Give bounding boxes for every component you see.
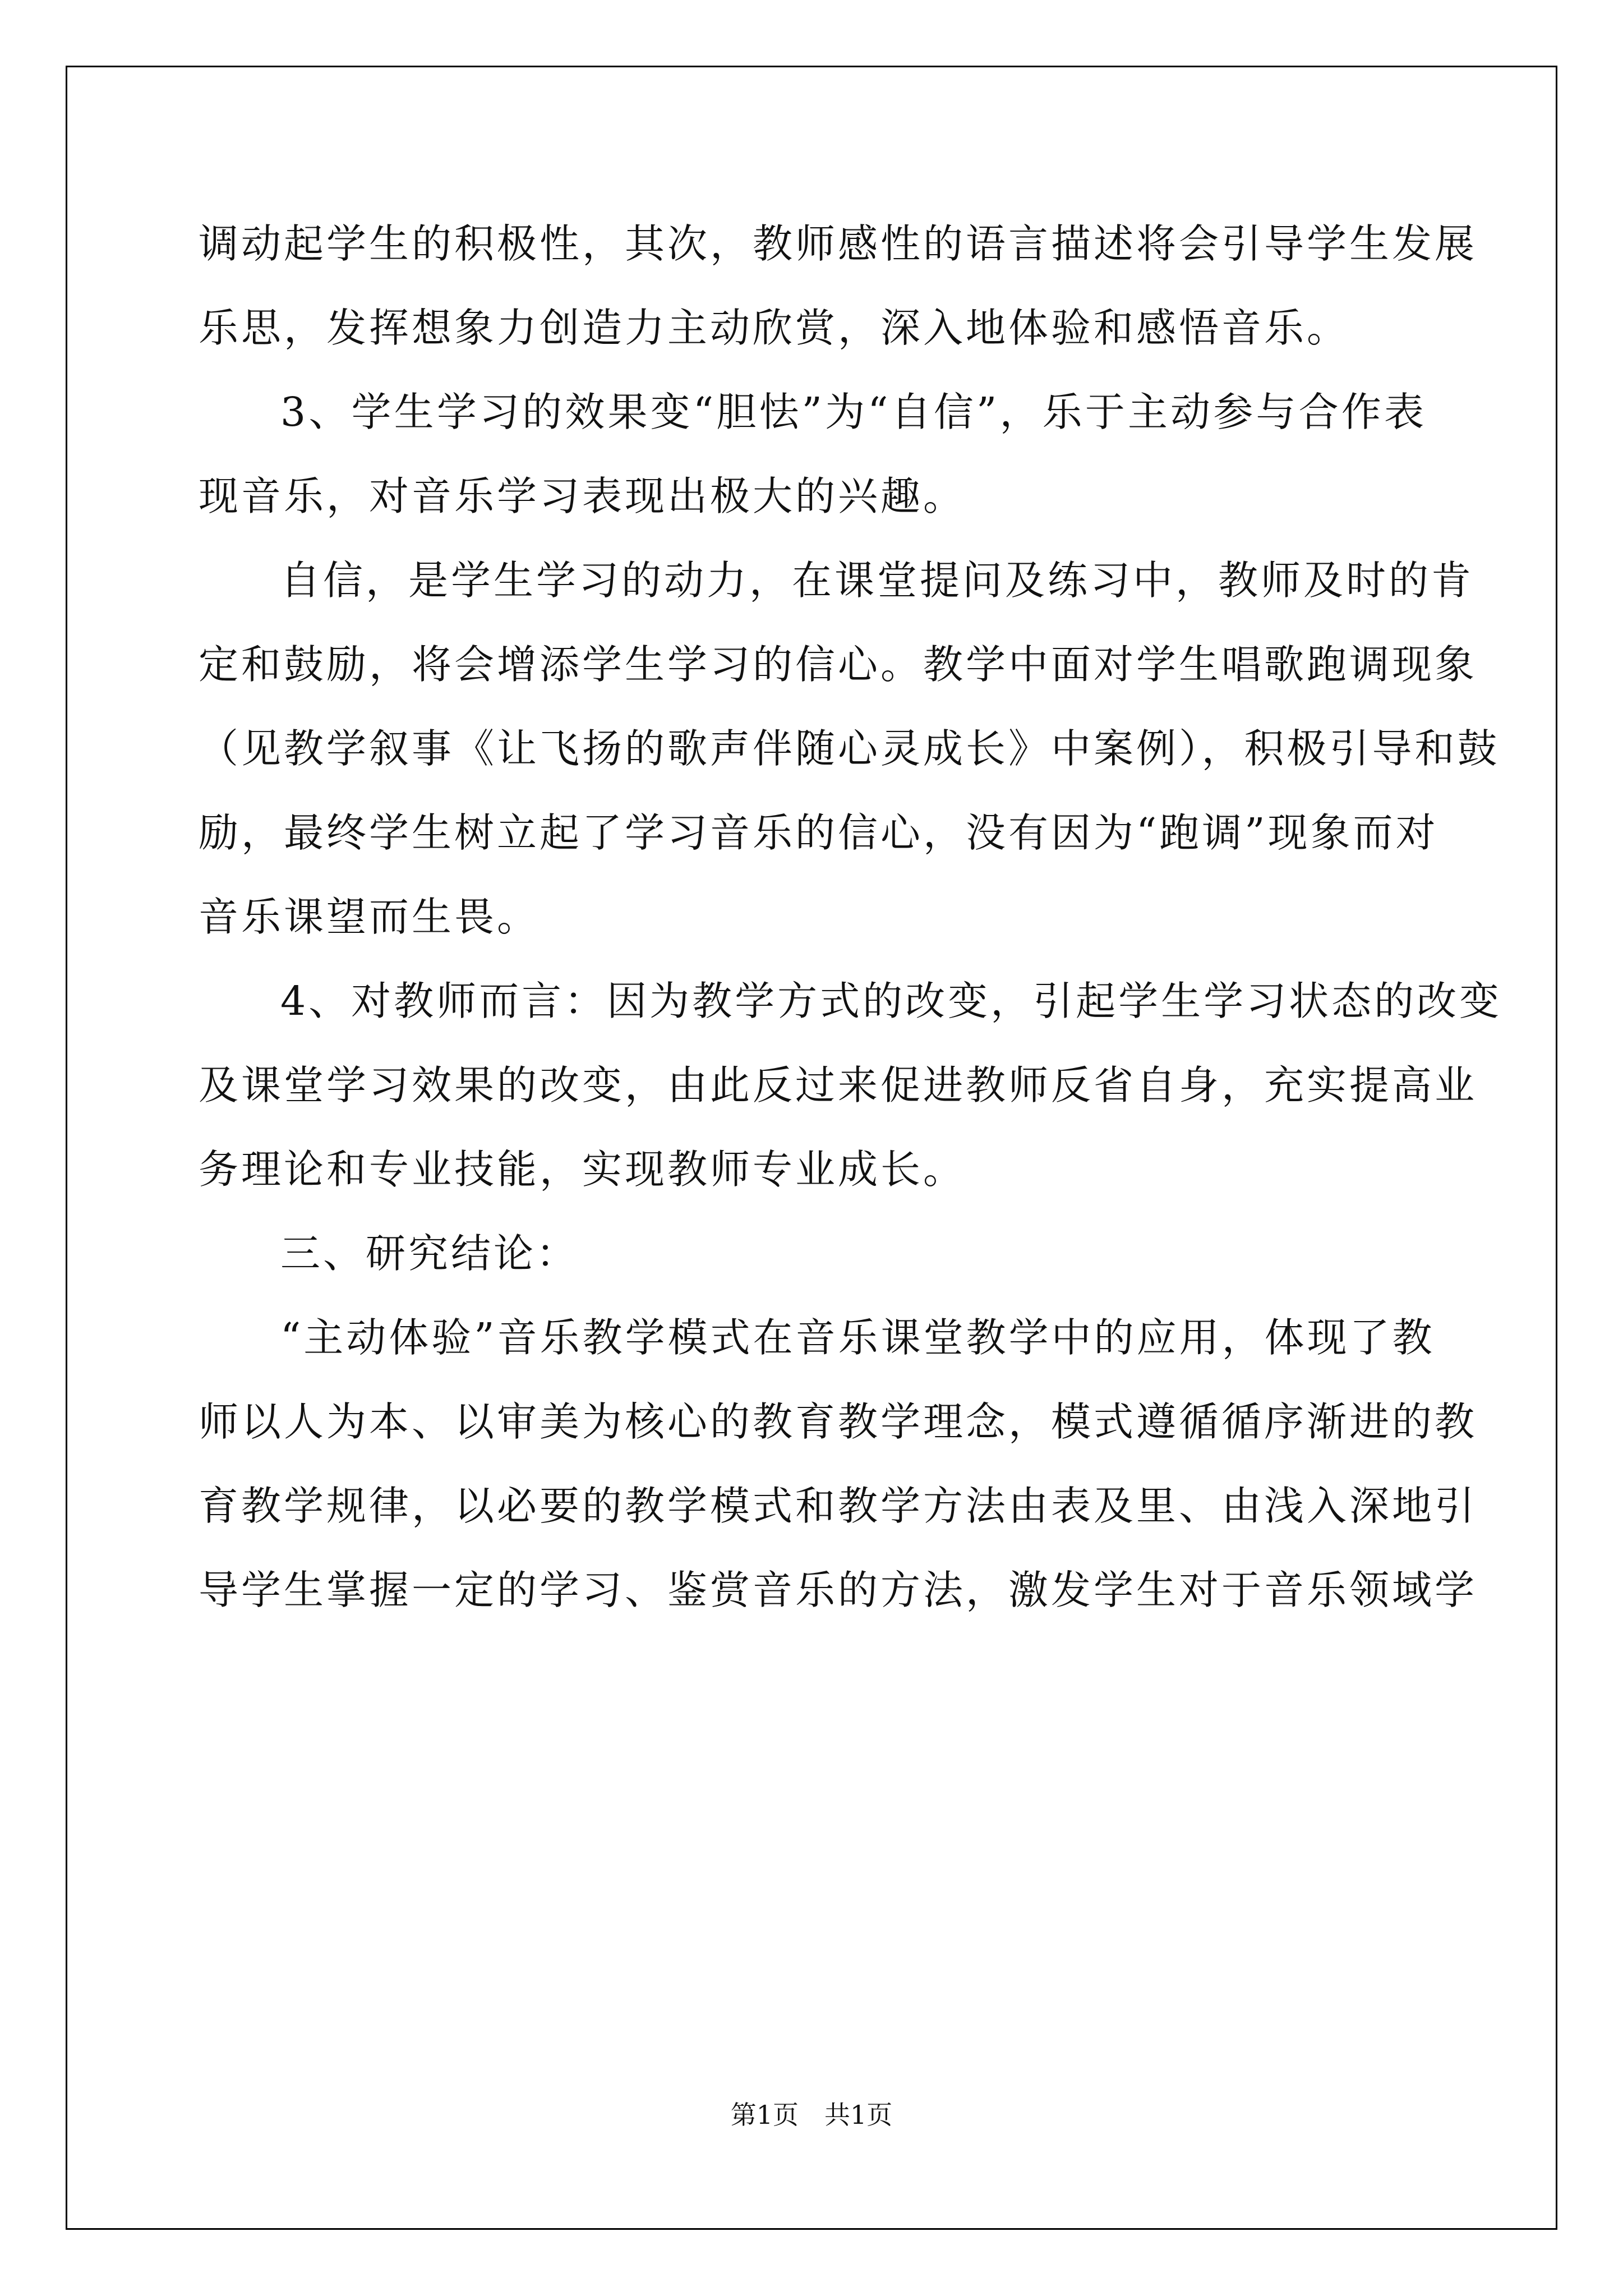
text-line: 调动起学生的积极性，其次，教师感性的语言描述将会引导学生发展 xyxy=(199,220,1478,267)
text-line: 育教学规律，以必要的教学模式和教学方法由表及里、由浅入深地引 xyxy=(199,1483,1478,1529)
document-body xyxy=(199,202,1502,1632)
text-line: 乐思，发挥想象力创造力主动欣赏，深入地体验和感悟音乐。 xyxy=(199,305,1350,351)
text-line: 现音乐，对音乐学习表现出极大的兴趣。 xyxy=(199,473,966,519)
text-line: 音乐课望而生畏。 xyxy=(199,894,540,940)
section-heading xyxy=(199,1212,1427,1296)
paragraph xyxy=(199,959,1502,1212)
page-footer: 第1页 共1页 xyxy=(730,2100,893,2130)
paragraph xyxy=(199,539,1500,959)
text-line: 三、研究结论： xyxy=(280,1230,579,1277)
text-line: 务理论和专业技能，实现教师专业成长。 xyxy=(199,1146,966,1193)
text-line: 师以人为本、以审美为核心的教育教学理念，模式遵循循序渐进的教 xyxy=(199,1398,1478,1445)
text-line: 及课堂学习效果的改变，由此反过来促进教师反省自身，充实提高业 xyxy=(199,1062,1478,1108)
text-line: 自信，是学生学习的动力，在课堂提问及练习中，教师及时的肯 xyxy=(280,557,1474,604)
text-line: 导学生掌握一定的学习、鉴赏音乐的方法，激发学生对于音乐领域学 xyxy=(199,1567,1478,1613)
text-line: 定和鼓励，将会增添学生学习的信心。教学中面对学生唱歌跑调现象 xyxy=(199,641,1478,688)
paragraph xyxy=(199,202,1478,370)
text-line: 3、学生学习的效果变“胆怯”为“自信”，乐于主动参与合作表 xyxy=(280,389,1427,435)
text-line: 励，最终学生树立起了学习音乐的信心，没有因为“跑调”现象而对 xyxy=(199,809,1438,856)
text-line: 4、对教师而言：因为教学方式的改变，引起学生学习状态的改变 xyxy=(280,978,1502,1024)
text-line: “主动体验”音乐教学模式在音乐课堂教学中的应用，体现了教 xyxy=(280,1314,1435,1361)
paragraph xyxy=(199,1296,1478,1632)
paragraph xyxy=(199,370,1427,539)
text-line: （见教学叙事《让飞扬的歌声伴随心灵成长》中案例），积极引导和鼓 xyxy=(199,725,1500,772)
